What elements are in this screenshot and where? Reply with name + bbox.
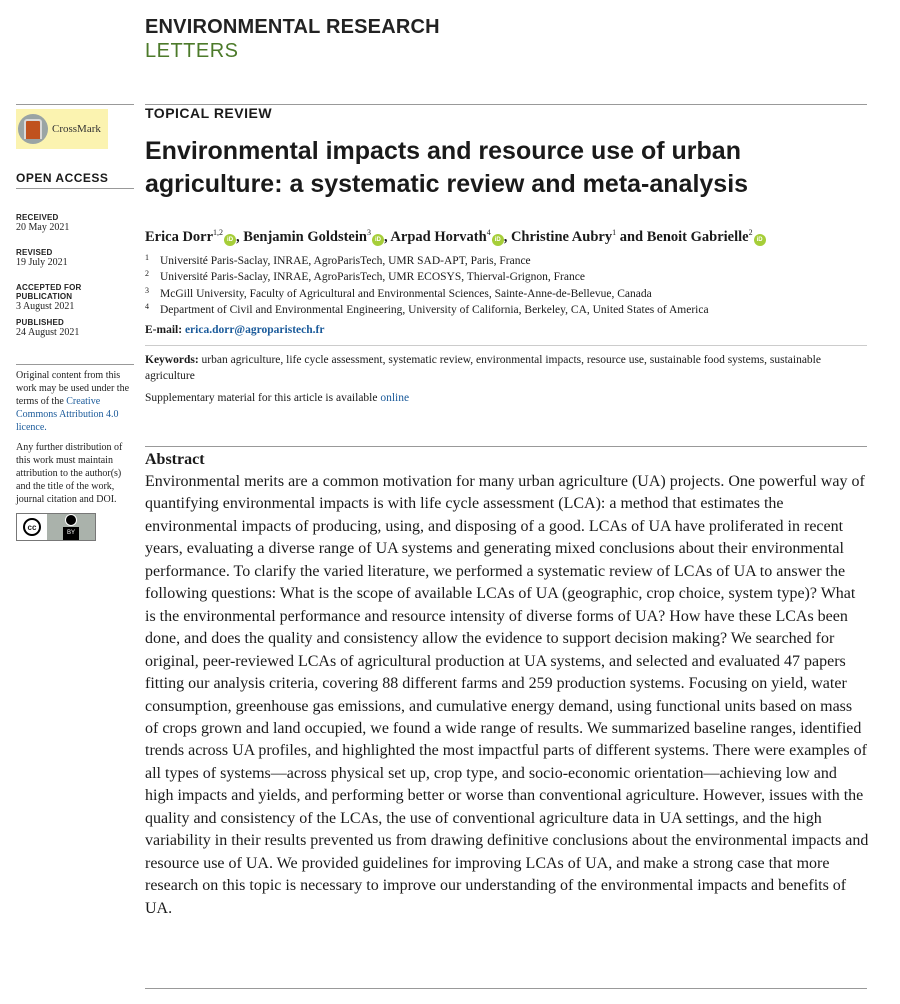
date-received	[16, 213, 134, 234]
author-affil-sup: 1,2	[213, 228, 224, 237]
sidebar	[16, 104, 134, 536]
licence-block	[16, 364, 134, 541]
sidebar-top-rule	[16, 104, 134, 105]
date-label: REVISED	[16, 248, 53, 257]
licence-text-1: Original content from this work may be used under the terms of the	[16, 370, 130, 407]
crossmark-label: CrossMark	[52, 123, 101, 135]
author-name[interactable]: Benoit Gabrielle	[646, 228, 749, 245]
journal-name-line2: LETTERS	[145, 40, 239, 62]
affiliation-list	[145, 253, 867, 319]
affiliation-text: Université Paris-Saclay, INRAE, AgroParisTech, UMR SAD-APT, Paris, France	[160, 254, 531, 267]
journal-name-line1: ENVIRONMENTAL RESEARCH	[145, 16, 440, 38]
date-label: RECEIVED	[16, 213, 59, 222]
affiliation	[145, 253, 867, 270]
cc-by-badge[interactable]	[16, 513, 96, 541]
article-type-label: TOPICAL REVIEW	[145, 105, 273, 121]
date-value: 20 May 2021	[16, 222, 70, 233]
abstract-heading: Abstract	[145, 451, 205, 468]
date-accepted	[16, 283, 134, 313]
author-affil-sup: 3	[366, 228, 371, 237]
article-header	[145, 104, 867, 404]
supplementary-text: Supplementary material for this article is available	[145, 391, 378, 404]
keywords	[145, 345, 867, 384]
author-affil-sup: 1	[612, 228, 617, 237]
date-published	[16, 318, 134, 339]
date-value: 19 July 2021	[16, 257, 68, 268]
orcid-icon[interactable]: iD	[492, 234, 504, 246]
keywords-label: Keywords:	[145, 353, 199, 366]
date-value: 3 August 2021	[16, 301, 75, 312]
author-affil-sup: 2	[748, 228, 753, 237]
cc-icon: cc	[23, 518, 41, 536]
affiliation-number: 1	[145, 252, 149, 262]
affiliation	[145, 286, 867, 303]
affiliation	[145, 269, 867, 286]
author-name[interactable]: Christine Aubry	[510, 228, 613, 245]
journal-title	[145, 15, 440, 63]
affiliation-text: Department of Civil and Environmental Engineering, University of California, Berkeley, CA, United States of America	[160, 304, 709, 317]
affiliation-number: 4	[145, 302, 149, 312]
email-label: E-mail:	[145, 323, 183, 336]
supplementary-note	[145, 392, 867, 404]
orcid-icon[interactable]: iD	[372, 234, 384, 246]
author-name[interactable]: Benjamin Goldstein	[243, 228, 367, 245]
crossmark-button[interactable]	[16, 109, 108, 149]
licence-text-2: Any further distribution of this work must maintain attribution to the author(s) and the title of the work, journal citation and DOI.	[16, 442, 123, 505]
bottom-rule	[145, 988, 867, 989]
corresponding-email	[145, 324, 867, 336]
abstract-body: Environmental merits are a common motivation for many urban agriculture (UA) projects. One powerful way of quantifying environmental impacts is with life cycle assessment (LCA): a method that estimates the environmental impacts of producing, using, and disposing of a good. LCAs of UA have proliferated in recent years, evaluating a diverse range of UA systems and generating mixed conclusions about their environmental performance. To clarify the varied literature, we performed a systematic review of LCAs of UA to answer the following questions: What is the scope of available LCAs of UA (geographic, crop choice, system type)? What is the environmental performance and resource intensity of diverse forms of UA? How have these LCAs been done, and does the quality and consistency allow the evidence to support decision making? We searched for original, peer-reviewed LCAs of agricultural production at UA systems, and selected and evaluated 47 papers fitting our analysis criteria, covering 88 different farms and 259 production systems. Focusing on yield, water consumption, greenhouse gas emissions, and cumulative energy demand, using functional units based on mass of crops grown and land occupied, we found a wide range of results. We summarized baseline ranges, identified trends across UA profiles, and highlighted the most impactful parts of different systems. There were examples of all types of systems—across physical set up, crop type, and socio-economic orientation—achieving low and high impacts and yields, and performing better or worse than conventional agriculture. However, issues with the quality and consistency of the LCAs, the use of conventional agriculture data in UA settings, and the high variability in their results prevented us from drawing definitive conclusions about the environmental impacts and resource use of UA. We provided guidelines for improving LCAs of UA, and make a strong case that more research on this topic is necessary to improve our understanding of the environmental impacts and benefits of UA.	[145, 473, 869, 917]
date-label: ACCEPTED FOR PUBLICATION	[16, 283, 82, 301]
date-revised	[16, 248, 134, 269]
date-label: PUBLISHED	[16, 318, 65, 327]
supplementary-link[interactable]: online	[380, 391, 410, 404]
author-name[interactable]: Erica Dorr	[145, 228, 214, 245]
email-link[interactable]: erica.dorr@agroparistech.fr	[184, 323, 325, 336]
affiliation	[145, 302, 867, 319]
author-affil-sup: 4	[486, 228, 491, 237]
affiliation-text: Université Paris-Saclay, INRAE, AgroParisTech, UMR ECOSYS, Thierval-Grignon, France	[160, 271, 585, 284]
open-access-label: OPEN ACCESS	[16, 171, 134, 189]
licence-link[interactable]: Creative Commons Attribution 4.0 licence.	[16, 396, 119, 433]
orcid-icon[interactable]: iD	[754, 234, 766, 246]
author-list: Erica Dorr$^{1,2}$iD , Benjamin Goldstein$^3$iD , Arpad Horvath$^4$iD , Christine Aubry$^1$ and Benoit Gabrielle$^2$iD	[145, 224, 867, 246]
article-type	[145, 104, 867, 121]
article-title: Environmental impacts and resource use of urban agriculture: a systematic review and meta-analysis	[145, 137, 749, 198]
keywords-text: urban agriculture, life cycle assessment, systematic review, environmental impacts, resource use, sustainable food systems, sustainable agriculture	[145, 353, 821, 382]
attribution-icon	[65, 514, 77, 526]
orcid-icon[interactable]: iD	[224, 234, 236, 246]
abstract-rule	[145, 446, 867, 447]
cc-by-label: BY	[63, 527, 79, 540]
affiliation-number: 3	[145, 285, 149, 295]
affiliation-text: McGill University, Faculty of Agricultural and Environmental Sciences, Sainte-Anne-de-Bellevue, Canada	[160, 287, 652, 300]
affiliation-number: 2	[145, 269, 149, 279]
date-value: 24 August 2021	[16, 327, 80, 338]
author-and: and	[619, 228, 644, 245]
licence-text	[16, 369, 134, 434]
author-name[interactable]: Arpad Horvath	[390, 228, 487, 245]
crossmark-icon	[18, 114, 48, 144]
